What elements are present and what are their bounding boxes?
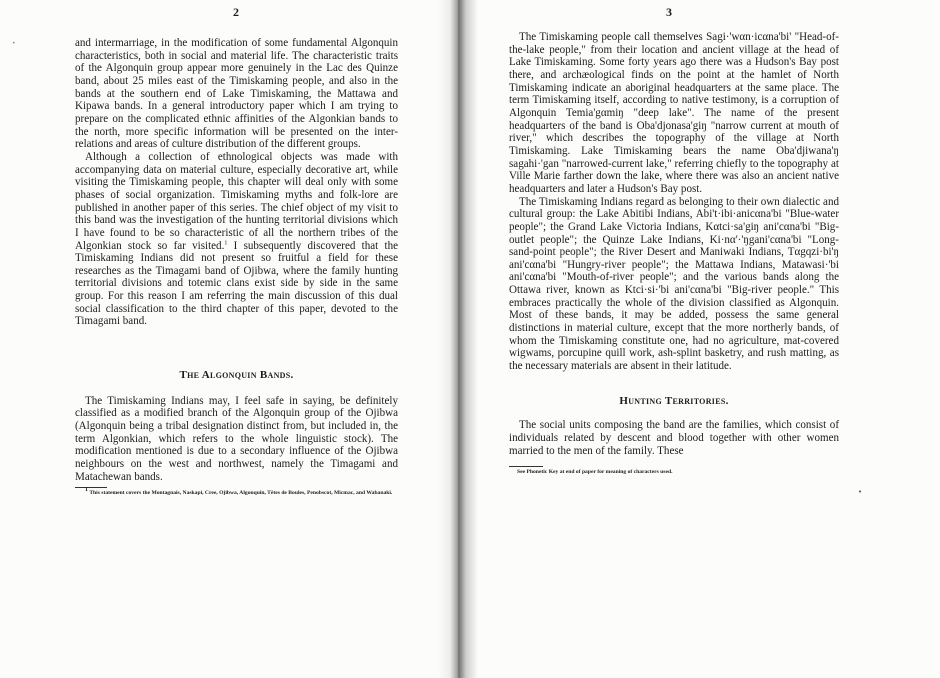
footnote-text: This statement covers the Montagnais, Naskapi, Cree, Ojibwa, Algonquin, Têtes de Boules, Penobscot, Micmac, and Wabanaki. <box>89 490 393 497</box>
page-number: 2 <box>233 5 239 19</box>
footnote-number: 1 <box>85 487 88 494</box>
right-page <box>462 0 940 678</box>
paragraph: The Timiskaming people call themselves Sagi·'wαn·icαna'bi' "Head-of-the-lake people," from their location and ancient village at the head of Lake Timiskaming. Some forty years ago there was a Hudson's Bay post there, and archæological finds on the point at the hamlet of North Timiskaming indicate an aboriginal headquarters at the same place. The term Timiskaming itself, according to native testimony, is a corruption of Algonquin Temia'gαmiŋ "deep lake". The name of the present headquarters of the band is Oba'djonasa'giŋ "narrow current at mouth of river," which describes the topography of the village at North Timiskaming. Lake Timiskaming bears the name Oba'djiwana'ŋ sagahi·'gan "narrowed-current lake," referring chiefly to the topography at Ville Marie farther down the lake, where there was also an ancient native headquarters and later a Hudson's Bay post. <box>509 31 839 195</box>
footnote-divider <box>509 466 543 467</box>
footnote <box>75 487 398 497</box>
scan-speck: • <box>858 488 863 496</box>
section-heading: The Algonquin Bands. <box>179 369 294 382</box>
footnote-divider <box>75 487 107 488</box>
paragraph-text: Although a collection of ethnological objects was made with accompanying data on material culture, especially decorative art, while visiting the Timiskaming people, this chapter will deal only with some phases of social organization. Timiskaming myths and folk-lore are published in another paper of this series. The chief object of my visit to this band was the investigation of the hunting territorial divisions which I have found to be so characteristic of all the northern tribes of the Algonkian stock so far visited. <box>75 150 398 252</box>
paragraph: The Timiskaming Indians may, I feel safe in saying, be definitely classified as a modified branch of the Algonquin group of the Ojibwa (Algonquin being a tribal designation distinct from, but included in, the term Algonkian, which refers to the whole linguistic stock). The modification mentioned is due to a secondary influence of the Ojibwa neighbours on the west and northwest, namely the Timagami and Matachewan bands. <box>75 394 398 483</box>
paragraph: and intermarriage, in the modification of some fundamental Algonquin characteristics, both in social and material life. The characteristic traits of the Algonquin group appear more genuinely in the Lac des Quinze band, about 25 miles east of the Timiskaming people, and also in the bands at the southern end of Lake Timiskaming, the Mattawa and Kipawa bands. In a general introductory paper which I am trying to prepare on the complicated ethnic affinities of the Algonkian bands to the north, more specific information will be presented on the inter-relations and areas of culture distribution of the different groups. <box>75 37 398 151</box>
book-gutter-shadow <box>438 0 478 678</box>
left-page <box>0 0 450 678</box>
paragraph-text: I subsequently discovered that the Timiskaming Indians did not present so fruitful a field for these researches as the Timagami band of Ojibwa, where the family hunting territorial divisions and totemic clans exist side by side in the same group. For this reason I am referring the main discussion of this dual social classification to the third chapter of this paper, devoted to the Timagami band. <box>75 239 398 328</box>
section-heading: Hunting Territories. <box>619 394 729 407</box>
footnote-marker: 1 <box>224 239 228 246</box>
footnote: See Phonetic Key at end of paper for meaning of characters used. <box>517 469 673 476</box>
page-number: 3 <box>666 5 672 19</box>
paragraph: The Timiskaming Indians regard as belonging to their own dialectic and cultural group: the Lake Abitibi Indians, Abi't·ibi·anicαna'bi "Blue-water people"; the Grand Lake Victoria Indians, Kαtci·sa'giŋ ani'cαna'bi "Big-outlet people"; the Quinze Lake Indians, Ki·nα'·'ŋgani'cαna'bi "Long-sand-point people"; the River Desert and Maniwaki Indians, Tαgqzi·bi'ŋ ani'cαna'bi "Hungry-river people"; the Mattawa Indians, Matawasi·'bi ani'cαna'bi "Mouth-of-river people"; and the various bands along the Ottawa river, known as Ktci·si·'bi ani'cαna'bi "Big-river people." This embraces practically the whole of the division classified as Algonquin. Most of these bands, it may be added, possess the same general distinctions in material culture, except that the more northerly bands, of whom the Timiskaming constitute one, had no agriculture, mat-covered wigwams, porcupine quill work, ash-splint basketry, and rush matting, as the necessary materials are absent in their latitude. <box>509 195 839 373</box>
page-body <box>75 37 398 497</box>
page-body <box>509 31 839 476</box>
paragraph: The social units composing the band are the families, which consist of individuals related by descent and blood together with other women married to the men of the family. These <box>509 419 839 457</box>
scan-speck: • <box>12 40 16 47</box>
paragraph <box>75 151 398 328</box>
